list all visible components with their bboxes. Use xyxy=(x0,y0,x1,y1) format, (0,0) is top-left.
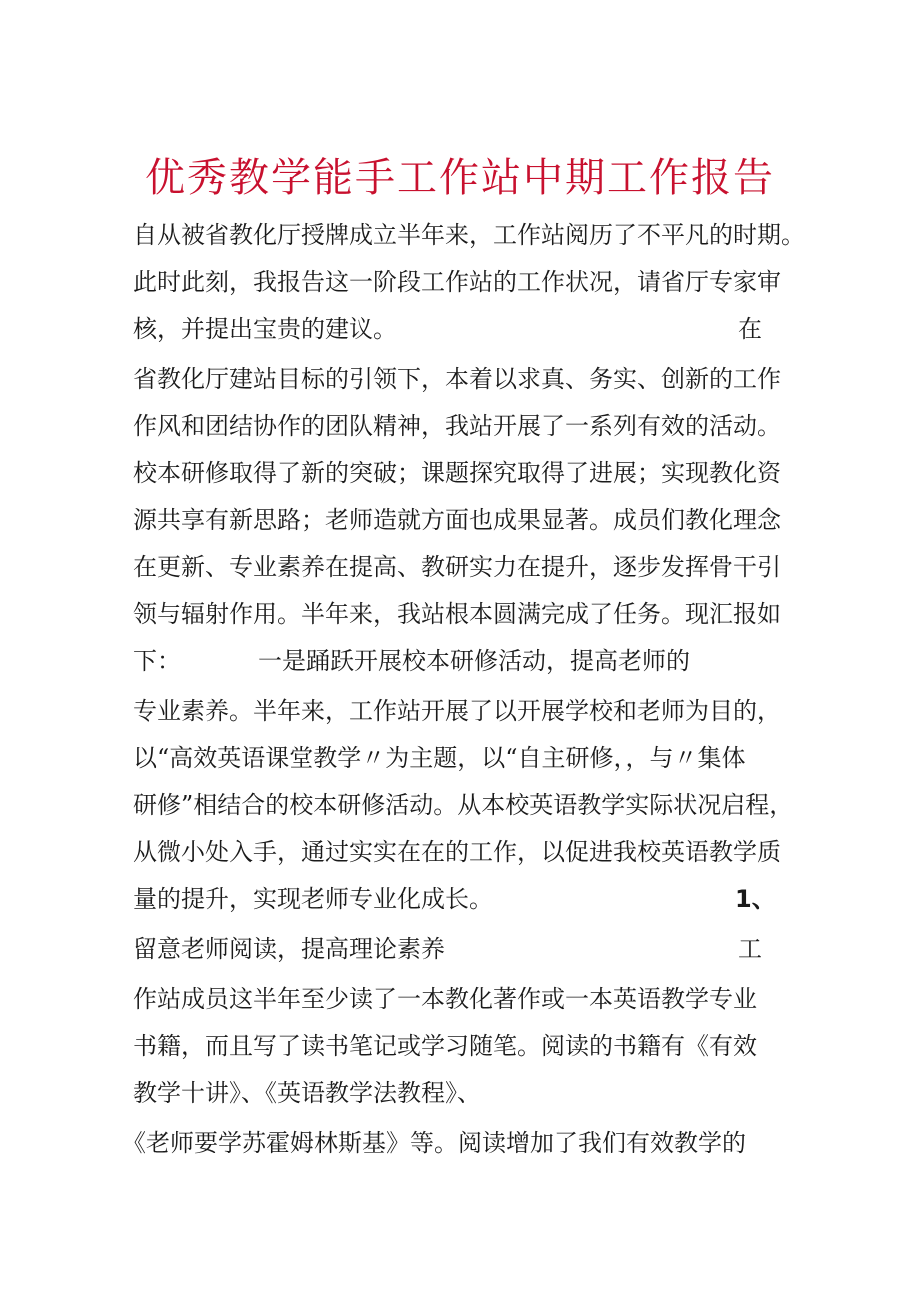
paragraph-line: 研修”相结合的校本研修活动。从本校英语教学实际状况启程， xyxy=(133,791,794,819)
line-fragment: 在 xyxy=(738,315,762,343)
paragraph-line: 核，并提出宝贵的建议。 xyxy=(133,315,397,343)
paragraph-line: 领与辐射作用。半年来，我站根本圆满完成了任务。现汇报如 xyxy=(133,600,781,628)
paragraph-line: 此时此刻，我报告这一阶段工作站的工作状况，请省厅专家审 xyxy=(133,268,781,296)
section-heading: 一是踊跃开展校本研修活动，提高老师的 xyxy=(258,647,690,675)
paragraph-line: 书籍，而且写了读书笔记或学习随笔。阅读的书籍有《有效 xyxy=(133,1032,757,1060)
paragraph-line: 作风和团结协作的团队精神，我站开展了一系列有效的活动。 xyxy=(133,412,781,440)
paragraph-line: 作站成员这半年至少读了一本教化著作或一本英语教学专业 xyxy=(133,985,757,1013)
paragraph-line: 教学十讲》、《英语教学法教程》、 xyxy=(133,1079,481,1107)
paragraph-line: 《老师要学苏霍姆林斯基》等。阅读增加了我们有效教学的 xyxy=(122,1129,746,1157)
paragraph-line: 留意老师阅读，提高理论素养 xyxy=(133,935,445,963)
paragraph-line: 省教化厅建站目标的引领下，本着以求真、务实、创新的工作 xyxy=(133,365,781,393)
paragraph-line: 以“高效英语课堂教学〃为主题，以“自主研修，，与〃集体 xyxy=(133,744,746,772)
line-fragment: 工 xyxy=(738,935,762,963)
document-title: 优秀教学能手工作站中期工作报告 xyxy=(145,155,775,201)
paragraph-line: 从微小处入手，通过实实在在的工作，以促进我校英语教学质 xyxy=(133,838,781,866)
paragraph-line: 校本研修取得了新的突破；课题探究取得了进展；实现教化资 xyxy=(133,459,781,487)
paragraph-line: 量的提升，实现老师专业化成长。 xyxy=(133,885,493,913)
paragraph-line: 下： xyxy=(133,647,181,675)
item-number: 1、 xyxy=(735,885,776,913)
paragraph-line: 源共享有新思路；老师造就方面也成果显著。成员们教化理念 xyxy=(133,506,781,534)
paragraph-line: 专业素养。半年来，工作站开展了以开展学校和老师为目的， xyxy=(133,697,781,725)
paragraph-line: 在更新、专业素养在提高、教研实力在提升，逐步发挥骨干引 xyxy=(133,553,781,581)
paragraph-line: 自从被省教化厅授牌成立半年来，工作站阅历了不平凡的时期。 xyxy=(133,221,805,249)
